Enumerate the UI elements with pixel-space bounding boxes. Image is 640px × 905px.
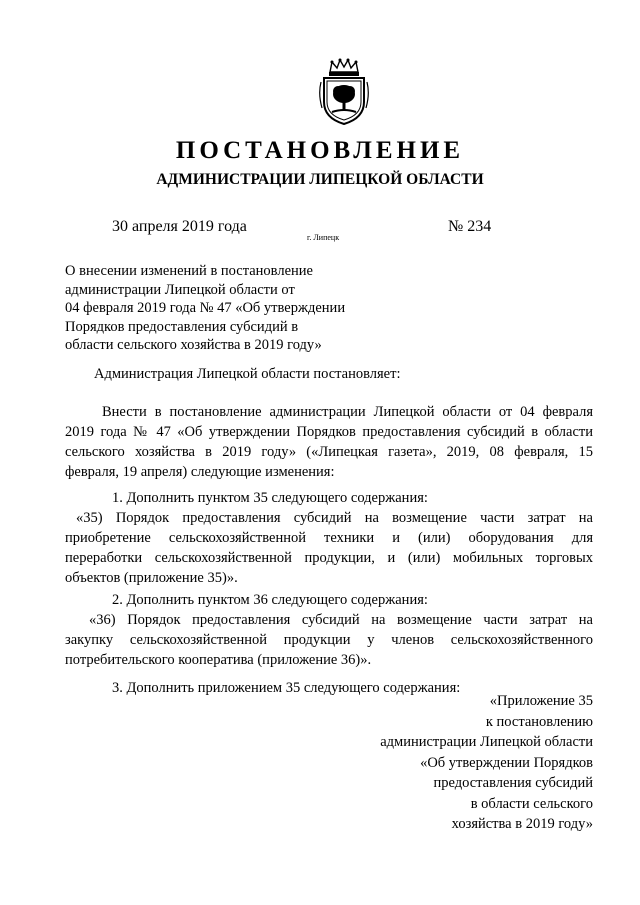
item-1 [65, 488, 593, 588]
paragraph-line: сельского хозяйства в 2019 году» («Липецкая газета», 2019, 08 февраля, 15 [65, 444, 593, 460]
paragraph-line: «35) Порядок предоставления субсидий на возмещение части затрат на [76, 510, 593, 526]
item-2 [65, 590, 593, 670]
document-title: ПОСТАНОВЛЕНИЕ [175, 137, 465, 164]
paragraph-line: 3. Дополнить приложением 35 следующего содержания: [112, 680, 461, 696]
paragraph-line: потребительского кооператива (приложение 36)». [65, 652, 372, 668]
paragraph-line: Внести в постановление администрации Липецкой области от 04 февраля [102, 404, 593, 420]
appendix-line: в области сельского [470, 795, 593, 812]
appendix-header [380, 691, 593, 835]
appendix-line: «Об утверждении Порядков [420, 754, 593, 771]
paragraph-line: 2. Дополнить пунктом 36 следующего содержания: [112, 592, 428, 608]
paragraph-line: закупку сельскохозяйственной продукции у членов сельскохозяйственного [65, 632, 593, 648]
paragraph-line: февраля, 19 апреля) следующие изменения: [65, 464, 335, 480]
document-number: № 234 [448, 218, 492, 235]
document-subject [65, 262, 405, 355]
lipetsk-coat-of-arms-icon [318, 58, 370, 126]
appendix-line: предоставления субсидий [433, 775, 593, 791]
subject-line: области сельского хозяйства в 2019 году» [65, 337, 322, 354]
appendix-line: к постановлению [485, 713, 593, 730]
paragraph-line: объектов (приложение 35)». [65, 570, 238, 586]
paragraph-line: «36) Порядок предоставления субсидий на возмещение части затрат на [89, 612, 593, 628]
decree-statement: Администрация Липецкой области постановляет: [94, 366, 401, 382]
subject-line: 04 февраля 2019 года № 47 «Об утверждении [65, 300, 346, 317]
appendix-line: «Приложение 35 [489, 693, 593, 709]
subject-line: Порядков предоставления субсидий в [65, 318, 299, 335]
issuing-authority: АДМИНИСТРАЦИИ ЛИПЕЦКОЙ ОБЛАСТИ [156, 171, 484, 188]
subject-line: администрации Липецкой области от [65, 281, 295, 298]
subject-line: О внесении изменений в постановление [65, 263, 313, 279]
paragraph-line: приобретение сельскохозяйственной техники и (или) оборудования для [65, 530, 593, 546]
document-city: г. Липецк [307, 233, 340, 242]
paragraph-line: 2019 года № 47 «Об утверждении Порядков предоставления субсидий в области [65, 424, 593, 440]
intro-paragraph [65, 402, 593, 482]
appendix-line: администрации Липецкой области [380, 734, 593, 750]
appendix-line: хозяйства в 2019 году» [451, 816, 593, 832]
paragraph-line: переработки сельскохозяйственной продукции, и (или) мобильных торговых [65, 550, 593, 566]
paragraph-line: 1. Дополнить пунктом 35 следующего содержания: [112, 490, 428, 506]
document-date: 30 апреля 2019 года [112, 218, 247, 235]
